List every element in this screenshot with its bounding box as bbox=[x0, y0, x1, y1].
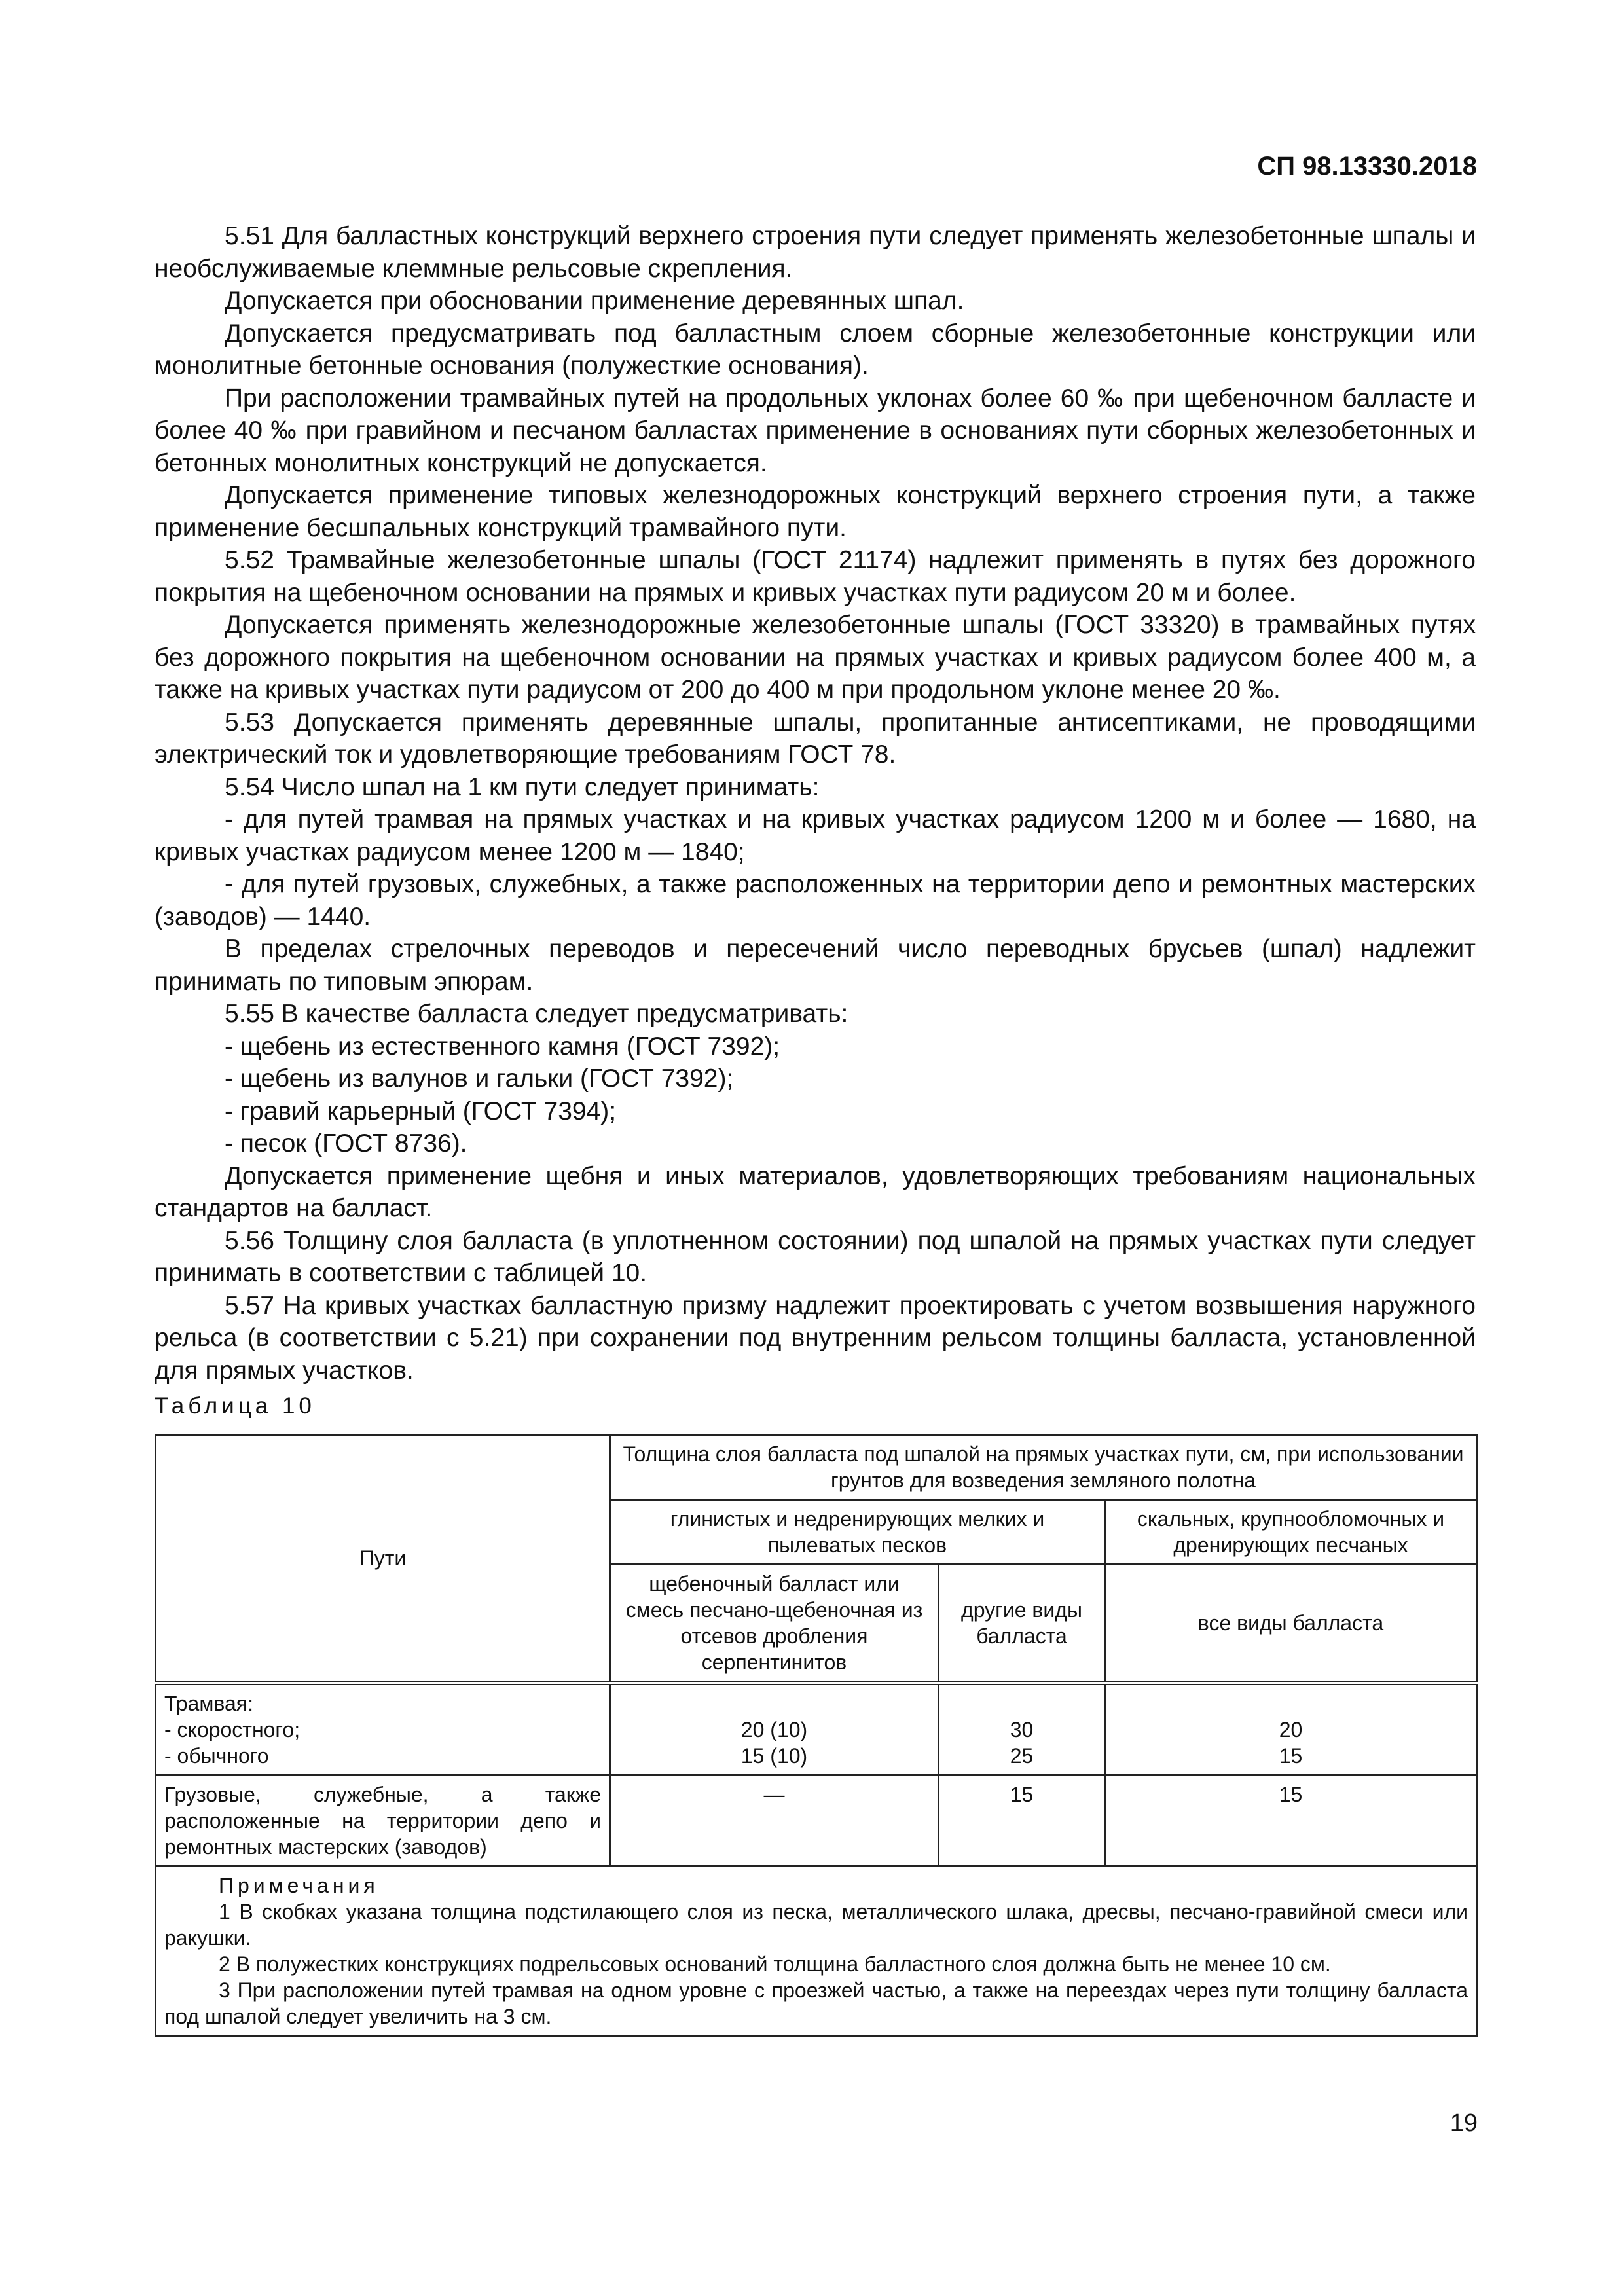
paragraph: Допускается применять железнодорожные железобетонные шпалы (ГОСТ 33320) в трамвайных путях без дорожного покрытия на щебеночном основании на прямых участках и кривых радиусом более 400 м, а также на кривых участках пути радиусом от 200 до 400 м при продольном уклоне менее 20 ‰. bbox=[155, 611, 1476, 704]
row-sub: - обычного bbox=[164, 1744, 269, 1768]
table-notes bbox=[156, 1867, 1477, 2036]
paragraph: Допускается предусматривать под балластным слоем сборные железобетонные конструкции или монолитные бетонные основания (полужесткие основания). bbox=[155, 319, 1476, 380]
row-name: Трамвая: bbox=[164, 1692, 253, 1715]
paragraph: 5.53 Допускается применять деревянные шпалы, пропитанные антисептиками, не проводящими электрический ток и удовлетворяющие требованиям ГОСТ 78. bbox=[155, 708, 1476, 769]
table-cell bbox=[939, 1683, 1105, 1776]
paragraph: 5.52 Трамвайные железобетонные шпалы (ГОСТ 21174) надлежит применять в путях без дорожного покрытия на щебеночном основании на прямых и кривых участках пути радиусом 20 м и более. bbox=[155, 546, 1476, 607]
cell-value: 20 (10) bbox=[740, 1718, 808, 1741]
note: 2 В полужестких конструкциях подрельсовых оснований толщина балластного слоя должна быть не менее 10 см. bbox=[219, 1952, 1331, 1976]
table-cell: 15 bbox=[939, 1776, 1105, 1867]
paragraph: Допускается применение щебня и иных материалов, удовлетворяющих требованиям национальных стандартов на балласт. bbox=[155, 1161, 1476, 1222]
paragraph: 5.54 Число шпал на 1 км пути следует принимать: bbox=[225, 773, 820, 801]
table-cell: — bbox=[610, 1776, 939, 1867]
header-crushed-stone: щебеночный балласт или смесь песчано-щебеночная из отсевов дробления серпентинитов bbox=[610, 1565, 939, 1683]
paragraph: 5.51 Для балластных конструкций верхнего строения пути следует применять железобетонные шпалы и необслуживаемые клеммные рельсовые скрепления. bbox=[155, 222, 1476, 283]
list-item: - для путей грузовых, служебных, а также расположенных на территории депо и ремонтных мастерских (заводов) — 1440. bbox=[155, 870, 1476, 931]
note: 3 При расположении путей трамвая на одном уровне с проезжей частью, а также на переездах через пути толщину балласта под шпалой следует увеличить на 3 см. bbox=[164, 1978, 1468, 2028]
header-track: Пути bbox=[156, 1435, 610, 1683]
table-cell: 15 bbox=[1105, 1776, 1477, 1867]
note: 1 В скобках указана толщина подстилающего слоя из песка, металлического шлака, дресвы, песчано-гравийной смеси или ракушки. bbox=[164, 1900, 1468, 1950]
paragraph: При расположении трамвайных путей на продольных уклонах более 60 ‰ при щебеночном балласте и более 40 ‰ при гравийном и песчаном балластах применение в основаниях пути сборных железобетонных и бетонных монолитных конструкций не допускается. bbox=[155, 384, 1476, 477]
list-item: - щебень из валунов и гальки (ГОСТ 7392); bbox=[225, 1065, 734, 1093]
row-sub: - скоростного; bbox=[164, 1718, 301, 1741]
cell-value: 20 bbox=[1279, 1718, 1303, 1741]
page-number: 19 bbox=[1450, 2109, 1478, 2137]
cell-value: 15 bbox=[1279, 1744, 1303, 1768]
table-cell bbox=[610, 1683, 939, 1776]
list-item: - щебень из естественного камня (ГОСТ 7392); bbox=[225, 1032, 780, 1061]
table-caption: Таблица 10 bbox=[155, 1393, 316, 1419]
paragraph: Допускается применение типовых железнодорожных конструкций верхнего строения пути, а также применение бесшпальных конструкций трамвайного пути. bbox=[155, 481, 1476, 542]
cell-value: 30 bbox=[1010, 1718, 1034, 1741]
header-group: Толщина слоя балласта под шпалой на прямых участках пути, см, при использовании грунтов для возведения земляного полотна bbox=[610, 1435, 1477, 1500]
notes-title: Примечания bbox=[219, 1874, 379, 1897]
table-cell bbox=[1105, 1683, 1477, 1776]
header-other-ballast: другие виды балласта bbox=[939, 1565, 1105, 1683]
row-label: Грузовые, служебные, а также расположенные на территории депо и ремонтных мастерских (заводов) bbox=[156, 1776, 610, 1867]
cell-value: 25 bbox=[1010, 1744, 1034, 1768]
paragraph: Допускается при обосновании применение деревянных шпал. bbox=[225, 287, 964, 315]
header-clay-soils: глинистых и недренирующих мелких и пылеватых песков bbox=[610, 1500, 1105, 1565]
table-row bbox=[156, 1683, 1477, 1776]
list-item: - песок (ГОСТ 8736). bbox=[225, 1129, 467, 1157]
list-item: - для путей трамвая на прямых участках и на кривых участках радиусом 1200 м и более — 1680, на кривых участках радиусом менее 1200 м — 1840; bbox=[155, 805, 1476, 866]
ballast-thickness-table bbox=[155, 1434, 1478, 2037]
paragraph: В пределах стрелочных переводов и пересечений число переводных брусьев (шпал) надлежит принимать по типовым эпюрам. bbox=[155, 935, 1476, 996]
document-body bbox=[155, 220, 1476, 1387]
document-code: СП 98.13330.2018 bbox=[1257, 152, 1477, 181]
table-row bbox=[156, 1776, 1477, 1867]
header-all-ballast: все виды балласта bbox=[1105, 1565, 1477, 1683]
notes-row bbox=[156, 1867, 1477, 2036]
row-label bbox=[156, 1683, 610, 1776]
cell-value: 15 (10) bbox=[740, 1744, 808, 1768]
header-rock-soils: скальных, крупнообломочных и дренирующих песчаных bbox=[1105, 1500, 1477, 1565]
list-item: - гравий карьерный (ГОСТ 7394); bbox=[225, 1097, 617, 1125]
paragraph: 5.57 На кривых участках балластную призму надлежит проектировать с учетом возвышения наружного рельса (в соответствии с 5.21) при сохранении под внутренним рельсом толщины балласта, установленной для прямых участков. bbox=[155, 1291, 1476, 1385]
paragraph: 5.56 Толщину слоя балласта (в уплотненном состоянии) под шпалой на прямых участках пути следует принимать в соответствии с таблицей 10. bbox=[155, 1226, 1476, 1287]
paragraph: 5.55 В качестве балласта следует предусматривать: bbox=[225, 1000, 848, 1028]
